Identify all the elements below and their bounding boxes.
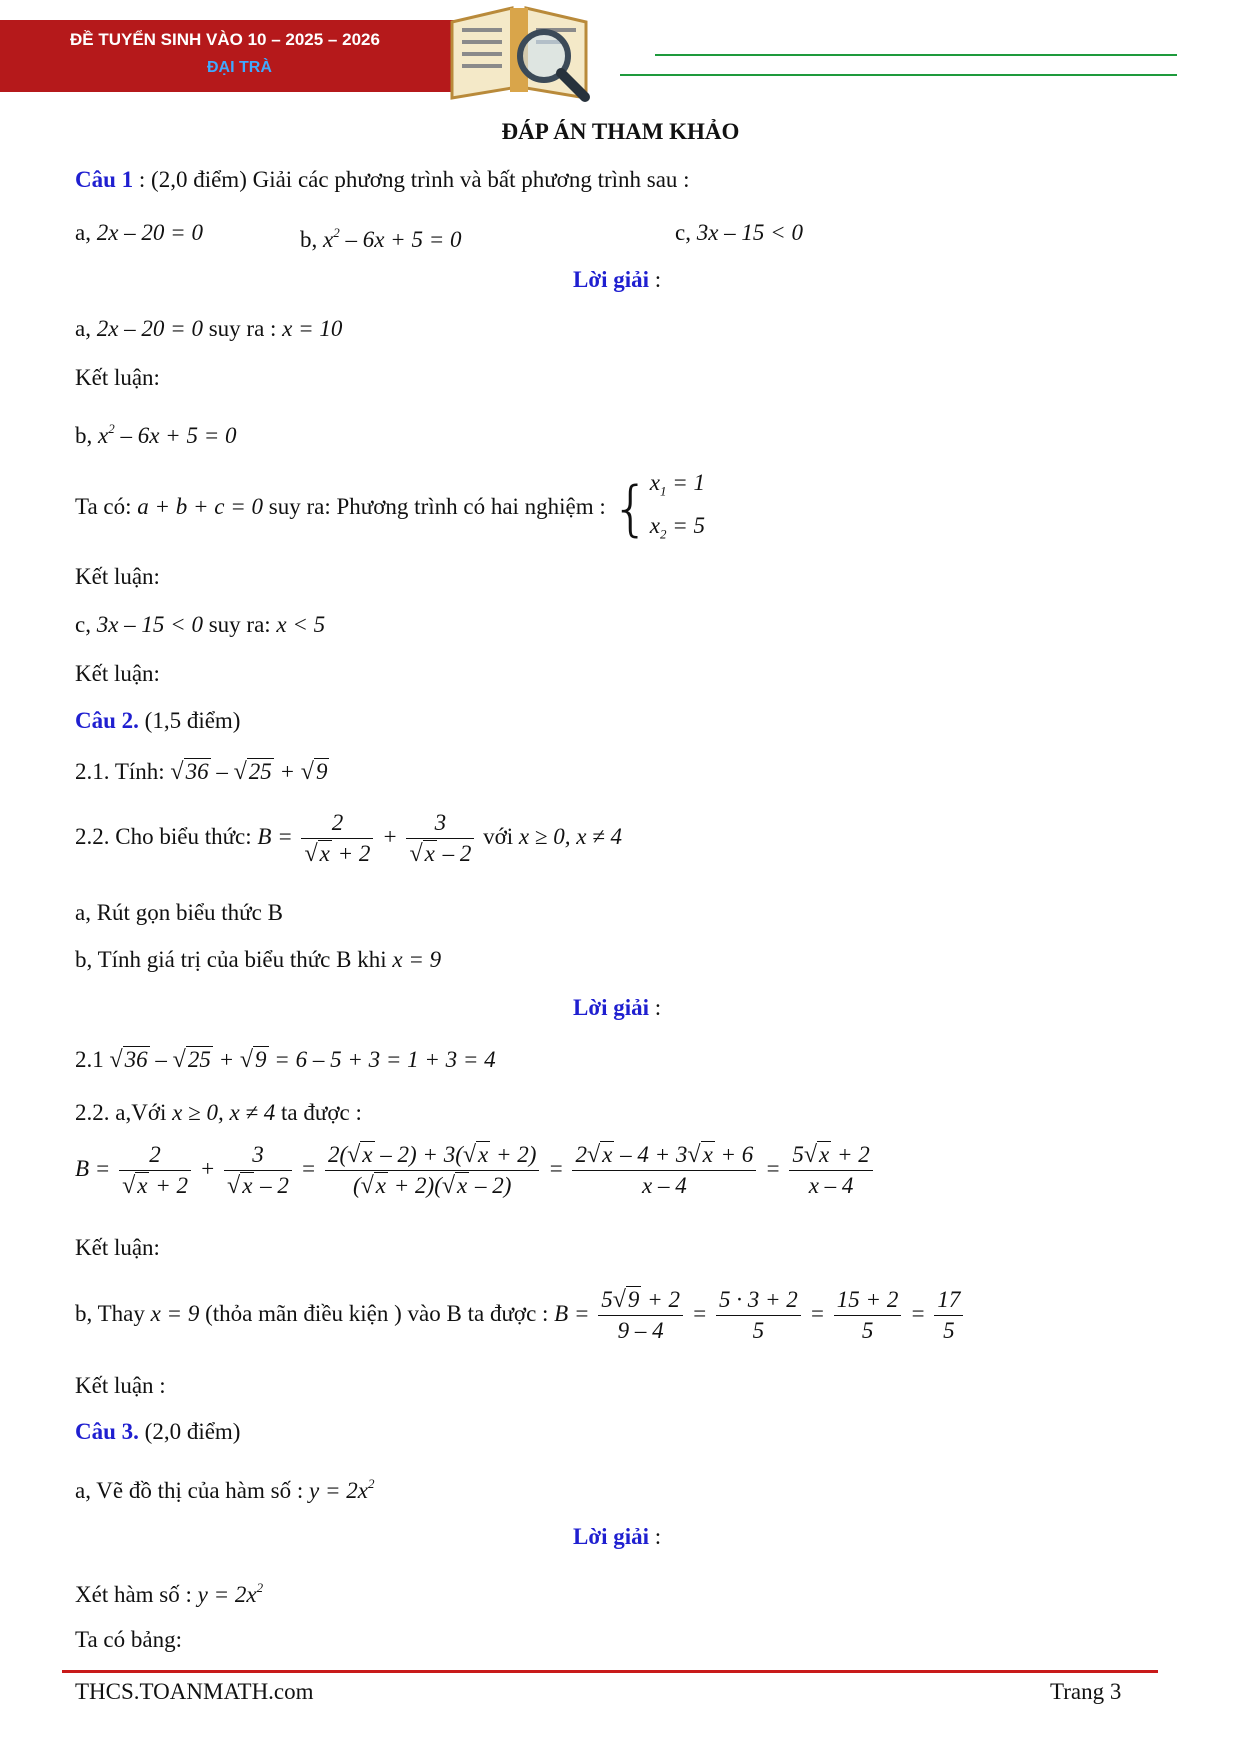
question-2: Câu 2. (1,5 điểm) <box>75 708 241 733</box>
solution-heading-3: Lời giải : <box>573 1524 662 1549</box>
q2-part-a: a, Rút gọn biểu thức B <box>75 900 283 925</box>
s3-table-intro: Ta có bảng: <box>75 1627 182 1652</box>
s1-part-b: b, $x^2 - 6x + 5 = 0$ <box>75 421 237 448</box>
s1-part-c: c, 3x – 15 < 0 suy ra: x < 5 <box>75 612 326 637</box>
s1-conclusion-c: Kết luận: <box>75 661 160 686</box>
s2-1: 2.1 √36 – √25 + √9 = 6 – 5 + 3 = 1 + 3 = 4 <box>75 1047 496 1073</box>
s3-function: Xét hàm số : $y = 2x^2$ <box>75 1580 264 1607</box>
page-title: ĐÁP ÁN THAM KHẢO <box>501 119 740 144</box>
s2-conclusion-a: Kết luận: <box>75 1235 160 1260</box>
q1-part-b: b, $x^2 - 6x + 5 = 0$ <box>300 225 462 252</box>
header-subtitle: ĐẠI TRÀ <box>207 59 272 76</box>
book-magnifier-icon <box>440 0 600 105</box>
s2-2a-intro: 2.2. a,Với x ≥ 0, x ≠ 4 ta được : <box>75 1100 362 1125</box>
q1-part-c: c, 3x – 15 < 0 <box>675 220 803 245</box>
question-1 <box>75 166 690 194</box>
q3-part-a: a, Vẽ đồ thị của hàm số : $y = 2x^2$ <box>75 1476 375 1503</box>
solution-heading-2: Lời giải : <box>573 995 662 1020</box>
footer-site: THCS.TOANMATH.com <box>75 1679 314 1704</box>
s1-vieta-line: Ta có: a + b + c = 0 suy ra: Phương trình có hai nghiệm : {$x_1 = 1$ $x_2 = 5$ <box>75 466 705 551</box>
question-1-text: : (2,0 điểm) Giải các phương trình và bất phương trình sau : <box>133 167 690 192</box>
header-line-bottom <box>620 74 1177 76</box>
s1-conclusion-a: Kết luận: <box>75 365 160 390</box>
q1-part-a: a, 2x – 20 = 0 <box>75 220 203 245</box>
footer-divider <box>62 1670 1158 1673</box>
footer-page-number: Trang 3 <box>1050 1679 1122 1704</box>
s2-part-b: b, Thay x = 9 (thỏa mãn điều kiện ) vào B ta được : B = $\frac{5√9 + 2}{9 - 4}$ = $\frac{5 \cdot 3 + 2}{5}$ = $\frac{15 + 2}{5}$ = $\frac{17}{5}$ <box>75 1285 966 1346</box>
question-1-label: Câu 1 <box>75 167 134 192</box>
s1-conclusion-b: Kết luận: <box>75 564 160 589</box>
header-title: ĐỀ TUYỂN SINH VÀO 10 – 2025 – 2026 <box>70 30 380 49</box>
s1-part-a: a, 2x – 20 = 0 suy ra : x = 10 <box>75 316 343 341</box>
header-line-top <box>655 54 1177 56</box>
q2-2: 2.2. Cho biểu thức: B = $\frac{2}{√x + 2}$ + $\frac{3}{√x - 2}$ với x ≥ 0, x ≠ 4 <box>75 810 623 867</box>
question-3: Câu 3. (2,0 điểm) <box>75 1419 241 1444</box>
s2-conclusion-b: Kết luận : <box>75 1373 166 1398</box>
solution-heading-1: Lời giải : <box>573 267 662 292</box>
s2-simplification: B = $\frac{2}{√x + 2}$ + $\frac{3}{√x - 2}$ = $\frac{2(√x - 2) + 3(√x + 2)}{(√x + 2)(√x - 2)}$ = $\frac{2√x - 4 + 3√x + 6}{x - 4}$ = $\frac{5√x + 2}{x - 4}$ <box>75 1140 876 1201</box>
q2-part-b: b, Tính giá trị của biểu thức B khi x = 9 <box>75 947 442 972</box>
q2-1: 2.1. Tính: √36 – √25 + √9 <box>75 759 328 785</box>
roots-system: {$x_1 = 1$ $x_2 = 5$ <box>611 470 705 544</box>
